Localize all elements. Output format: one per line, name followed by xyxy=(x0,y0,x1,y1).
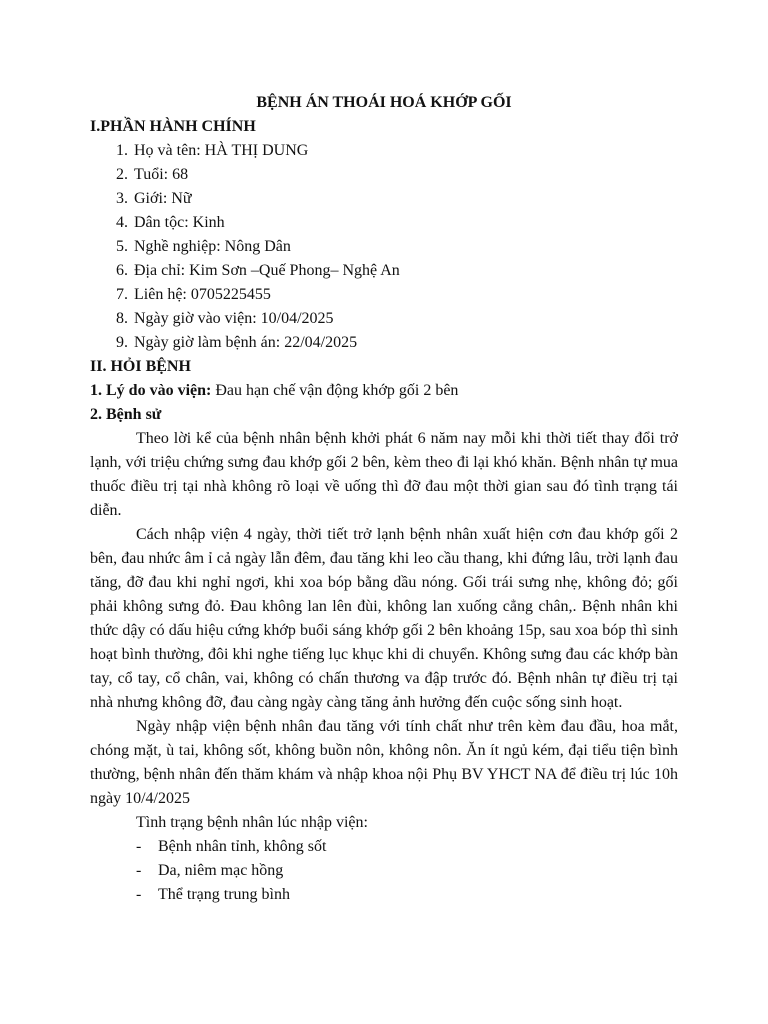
list-item xyxy=(90,859,678,883)
section-heading-history: II. HỎI BỆNH xyxy=(90,358,191,375)
list-item xyxy=(90,211,678,235)
list-number: 1. xyxy=(116,142,128,159)
list-number: 3. xyxy=(116,190,128,207)
dash-bullet: - xyxy=(136,862,142,879)
list-item-text: Họ và tên: HÀ THỊ DUNG xyxy=(134,142,309,159)
list-number: 2. xyxy=(116,166,128,183)
list-item-text: Giới: Nữ xyxy=(134,190,192,207)
list-item-text: Tuổi: 68 xyxy=(134,166,189,183)
history-paragraph: Ngày nhập viện bệnh nhân đau tăng với tính chất như trên kèm đau đầu, hoa mắt, chóng mặt, ù tai, không sốt, không buồn nôn, không nôn. Ăn ít ngủ kém, đại tiểu tiện bình thường, bệnh nhân đến thăm khám và nhập khoa nội Phụ BV YHCT NA để điều trị lúc 10h ngày 10/4/2025 xyxy=(90,718,678,807)
administrative-info-list xyxy=(90,139,678,355)
list-item-text: Địa chỉ: Kim Sơn –Quế Phong– Nghệ An xyxy=(134,262,400,279)
list-item xyxy=(90,307,678,331)
medical-history-heading: 2. Bệnh sử xyxy=(90,406,162,423)
document-page xyxy=(90,91,678,907)
list-item-text: Nghề nghiệp: Nông Dân xyxy=(134,238,291,255)
list-number: 9. xyxy=(116,334,128,351)
reason-label: 1. Lý do vào viện: xyxy=(90,382,212,399)
dash-bullet: - xyxy=(136,838,142,855)
list-item xyxy=(90,187,678,211)
reason-text: Đau hạn chế vận động khớp gối 2 bên xyxy=(211,382,459,399)
list-number: 4. xyxy=(116,214,128,231)
document-title: BỆNH ÁN THOÁI HOÁ KHỚP GỐI xyxy=(256,94,512,111)
list-item-text: Ngày giờ vào viện: 10/04/2025 xyxy=(134,310,334,327)
list-item-text: Da, niêm mạc hồng xyxy=(158,862,284,879)
list-item-text: Bệnh nhân tỉnh, không sốt xyxy=(158,838,327,855)
list-number: 6. xyxy=(116,262,128,279)
list-item-text: Liên hệ: 0705225455 xyxy=(134,286,271,303)
list-item xyxy=(90,235,678,259)
list-item-text: Thể trạng trung bình xyxy=(158,886,290,903)
dash-bullet: - xyxy=(136,886,142,903)
history-paragraph: Theo lời kể của bệnh nhân bệnh khởi phát 6 năm nay mỗi khi thời tiết thay đổi trở lạnh, với triệu chứng sưng đau khớp gối 2 bên, kèm theo đi lại khó khăn. Bệnh nhân tự mua thuốc điều trị tại nhà không rõ loại về uống thì đỡ đau một thời gian sau đó tình trạng tái diễn. xyxy=(90,430,678,519)
list-item xyxy=(90,283,678,307)
list-item xyxy=(90,139,678,163)
list-item xyxy=(90,835,678,859)
admission-status-list xyxy=(90,835,678,907)
list-item-text: Dân tộc: Kinh xyxy=(134,214,225,231)
reason-for-admission xyxy=(90,379,678,403)
list-number: 8. xyxy=(116,310,128,327)
list-item xyxy=(90,163,678,187)
list-number: 7. xyxy=(116,286,128,303)
list-item xyxy=(90,331,678,355)
admission-status-label: Tình trạng bệnh nhân lúc nhập viện: xyxy=(136,814,368,831)
list-item xyxy=(90,883,678,907)
history-paragraph: Cách nhập viện 4 ngày, thời tiết trở lạnh bệnh nhân xuất hiện cơn đau khớp gối 2 bên, đau nhức âm ỉ cả ngày lẫn đêm, đau tăng khi leo cầu thang, khi đứng lâu, trời lạnh đau tăng, đỡ đau khi nghỉ ngơi, khi xoa bóp bằng dầu nóng. Gối trái sưng nhẹ, không đỏ; gối phải không sưng đỏ. Đau không lan lên đùi, không lan xuống cẳng chân,. Bệnh nhân khi thức dậy có dấu hiệu cứng khớp buổi sáng khớp gối 2 bên khoảng 15p, sau xoa bóp thì sinh hoạt bình thường, đôi khi nghe tiếng lục khục khi di chuyển. Không sưng đau các khớp bàn tay, cổ tay, cổ chân, vai, không có chấn thương va đập trước đó. Bệnh nhân tự điều trị tại nhà nhưng không đỡ, đau càng ngày càng tăng ảnh hưởng đến cuộc sống sinh hoạt. xyxy=(90,526,678,711)
list-number: 5. xyxy=(116,238,128,255)
list-item xyxy=(90,259,678,283)
list-item-text: Ngày giờ làm bệnh án: 22/04/2025 xyxy=(134,334,358,351)
section-heading-administrative: I.PHẦN HÀNH CHÍNH xyxy=(90,118,256,135)
